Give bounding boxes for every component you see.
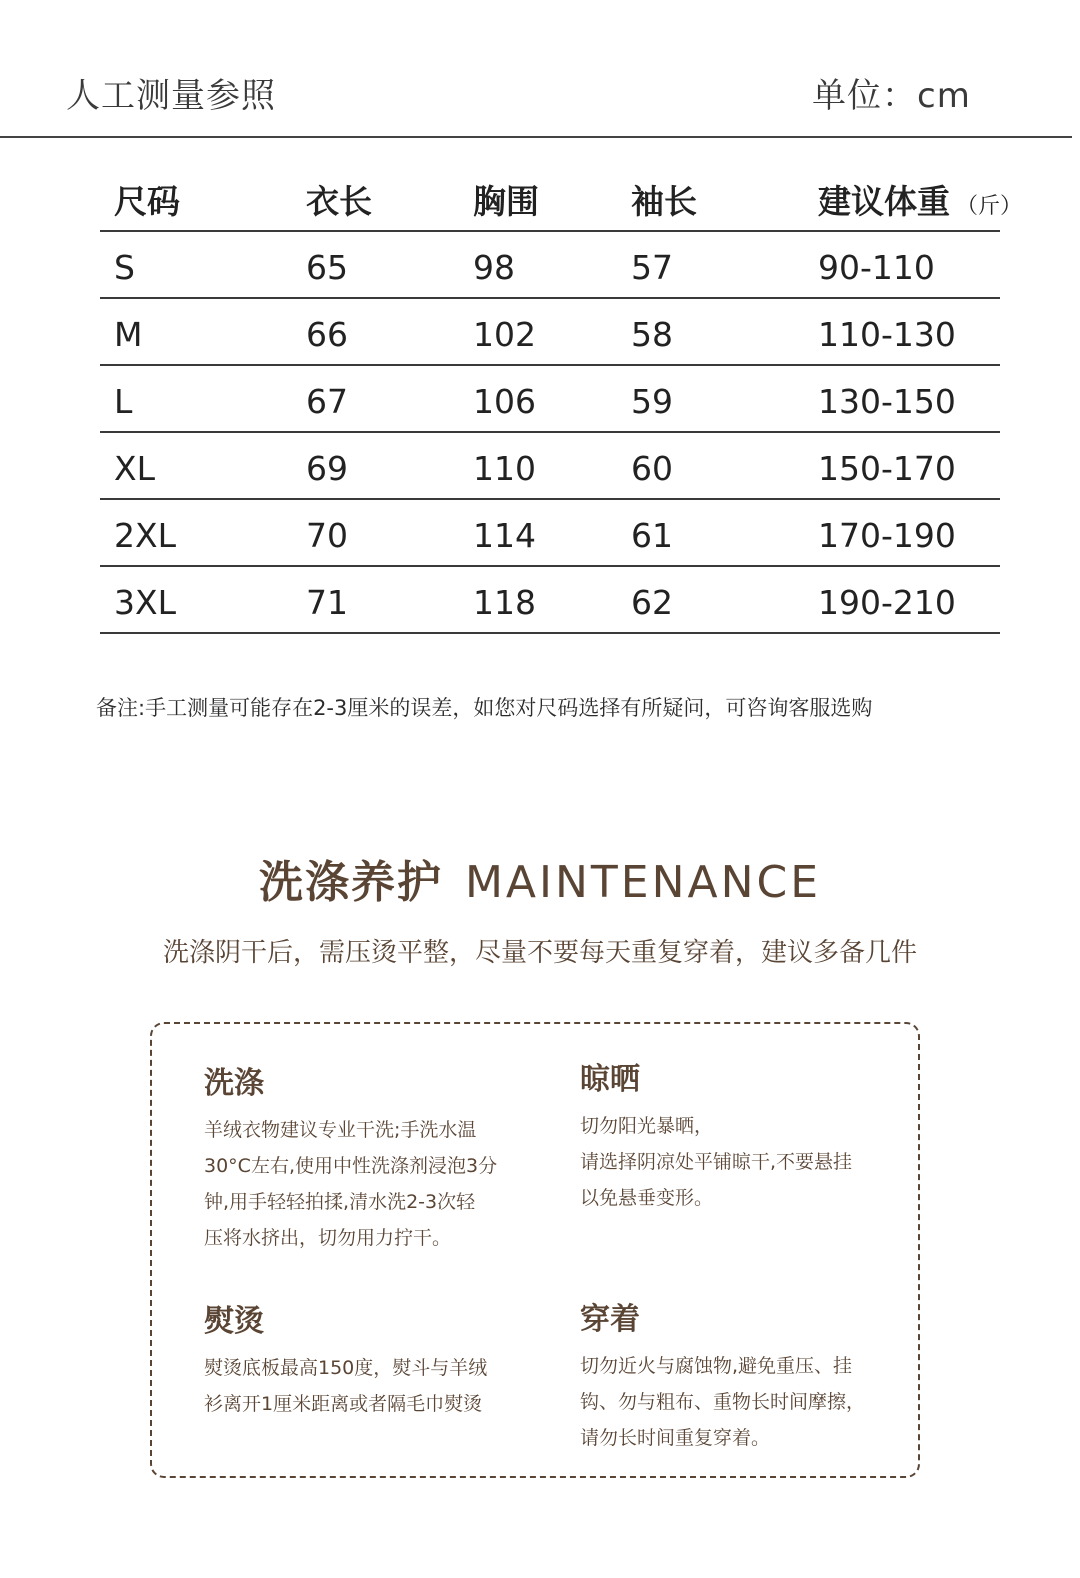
care-iron-heading: 熨烫 [204,1304,264,1339]
cell-length: 66 [306,315,348,354]
size-table [100,160,1023,634]
table-row [100,500,1000,567]
cell-weight: 130-150 [818,382,956,421]
cell-size: S [114,248,135,287]
weight-unit: （斤） [956,194,1023,219]
care-wash-line: 羊绒衣物建议专业干洗;手洗水温 [204,1119,477,1141]
cell-size: 3XL [114,583,176,622]
care-dry-heading: 晾晒 [580,1062,640,1097]
cell-chest: 102 [473,315,536,354]
care-iron-line: 熨烫底板最高150度，熨斗与羊绒 [204,1357,488,1379]
cell-weight: 150-170 [818,449,956,488]
cell-weight: 90-110 [818,248,935,287]
header-divider [0,136,1072,138]
cell-size: L [114,382,133,421]
care-wash-heading: 洗涤 [204,1066,264,1101]
header-weight [818,176,1022,223]
cell-sleeve: 61 [631,516,673,555]
maintenance-title-cn: 洗涤养护 [258,857,443,908]
cell-sleeve: 59 [631,382,673,421]
table-row [100,567,1000,634]
cell-length: 67 [306,382,348,421]
care-wash-line: 钟,用手轻轻拍揉,清水洗2-3次轻 [204,1191,476,1213]
cell-size: XL [114,449,155,488]
cell-sleeve: 62 [631,583,673,622]
table-row [100,433,1000,500]
cell-chest: 118 [473,583,536,622]
cell-weight: 190-210 [818,583,956,622]
cell-size: M [114,315,143,354]
care-instructions-box [150,1022,920,1478]
header-sleeve: 袖长 [631,182,697,221]
table-row [100,232,1000,299]
cell-sleeve: 58 [631,315,673,354]
care-iron-line: 衫离开1厘米距离或者隔毛巾熨烫 [204,1393,483,1415]
maintenance-title [0,846,1080,910]
cell-weight: 170-190 [818,516,956,555]
cell-length: 70 [306,516,348,555]
care-dry-line: 以免悬垂变形。 [580,1187,714,1209]
care-wash [204,1058,497,1256]
measurement-note: 备注:手工测量可能存在2-3厘米的误差，如您对尺码选择有所疑问，可咨询客服选购 [96,696,873,720]
care-dry-line: 请选择阴凉处平铺晾干,不要悬挂 [580,1151,853,1173]
header-weight-label: 建议体重 [818,182,950,221]
cell-length: 69 [306,449,348,488]
maintenance-subtitle: 洗涤阴干后，需压烫平整，尽量不要每天重复穿着，建议多备几件 [162,938,917,968]
care-wear [580,1294,865,1456]
cell-chest: 110 [473,449,536,488]
care-dry [580,1054,852,1216]
header-length: 衣长 [306,182,372,221]
cell-chest: 114 [473,516,536,555]
unit-label: 单位：cm [812,76,971,116]
table-header-row [100,160,1023,232]
care-wear-heading: 穿着 [580,1302,640,1337]
table-row [100,299,1000,366]
cell-sleeve: 60 [631,449,673,488]
care-wash-line: 压将水挤出，切勿用力拧干。 [204,1227,452,1249]
header-chest: 胸围 [473,182,539,221]
cell-chest: 106 [473,382,536,421]
care-wash-line: 30°C左右,使用中性洗涤剂浸泡3分 [204,1155,498,1177]
page-title: 人工测量参照 [66,76,276,116]
care-iron [204,1296,487,1422]
header-size: 尺码 [114,182,180,221]
maintenance-title-en: MAINTENANCE [464,857,822,908]
care-wear-line: 钩、勿与粗布、重物长时间摩擦， [580,1391,866,1413]
cell-size: 2XL [114,516,176,555]
cell-length: 71 [306,583,348,622]
care-wear-line: 请勿长时间重复穿着。 [580,1427,771,1449]
cell-sleeve: 57 [631,248,673,287]
cell-weight: 110-130 [818,315,956,354]
care-wear-line: 切勿近火与腐蚀物,避免重压、挂 [580,1355,853,1377]
cell-length: 65 [306,248,348,287]
table-row [100,366,1000,433]
care-dry-line: 切勿阳光暴晒， [580,1115,714,1137]
cell-chest: 98 [473,248,515,287]
